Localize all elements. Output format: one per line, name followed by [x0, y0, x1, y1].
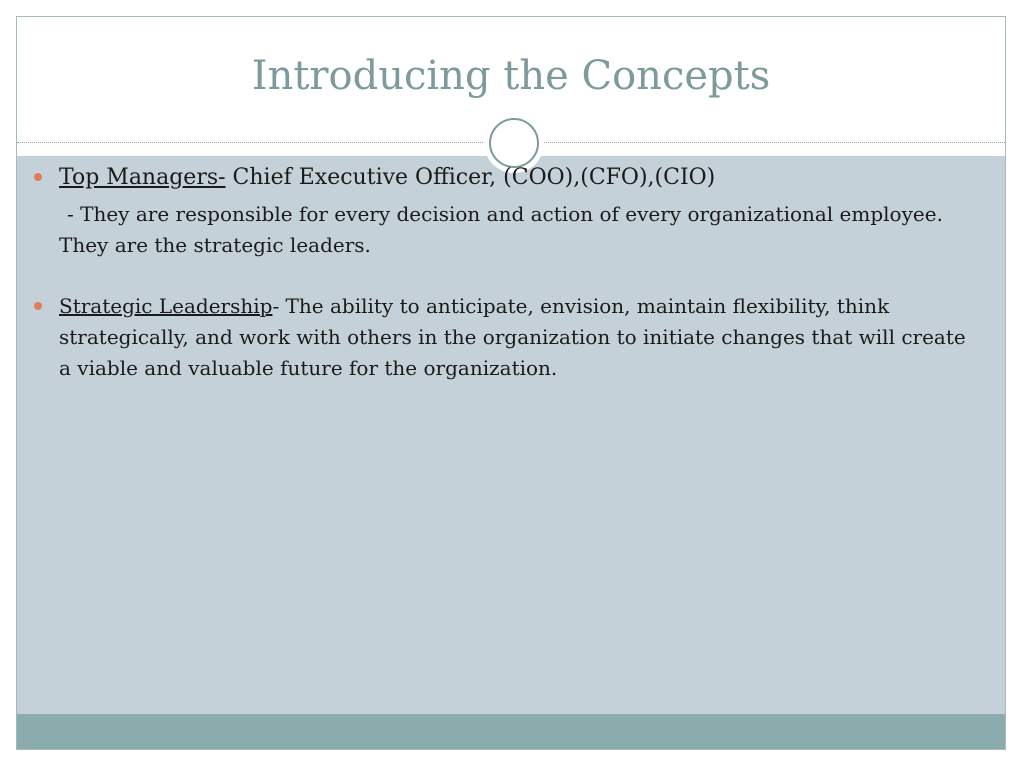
- bullet-sub-text-content: - They are responsible for every decision and action of every organizational employee. They are the strategic leaders.: [59, 202, 943, 257]
- bullet-term: Strategic Leadership: [59, 294, 273, 318]
- bullet-text: - The ability to anticipate, envision, maintain flexibility, think strategically, and work with others in the organization to initiate changes that will create a viable and valuable future for the organization.: [59, 294, 966, 380]
- bullet-list: [32, 162, 972, 414]
- footer-band: [17, 714, 1005, 749]
- bullet-main-text: [59, 291, 972, 384]
- ornament-ring-inner: [495, 124, 533, 162]
- slide-title: Introducing the Concepts: [251, 53, 771, 99]
- bullet-item-top-managers: [32, 162, 972, 261]
- bullet-main-text: [59, 162, 972, 193]
- bullet-sub-text: [59, 199, 972, 261]
- bullet-dot-icon: [34, 302, 42, 310]
- ornament-ring: [489, 118, 539, 168]
- bullet-dot-icon: [34, 173, 42, 181]
- bullet-term: Top Managers-: [59, 165, 226, 190]
- bullet-item-strategic-leadership: [32, 291, 972, 384]
- bullet-text: Chief Executive Officer, (COO),(CFO),(CIO): [225, 165, 716, 190]
